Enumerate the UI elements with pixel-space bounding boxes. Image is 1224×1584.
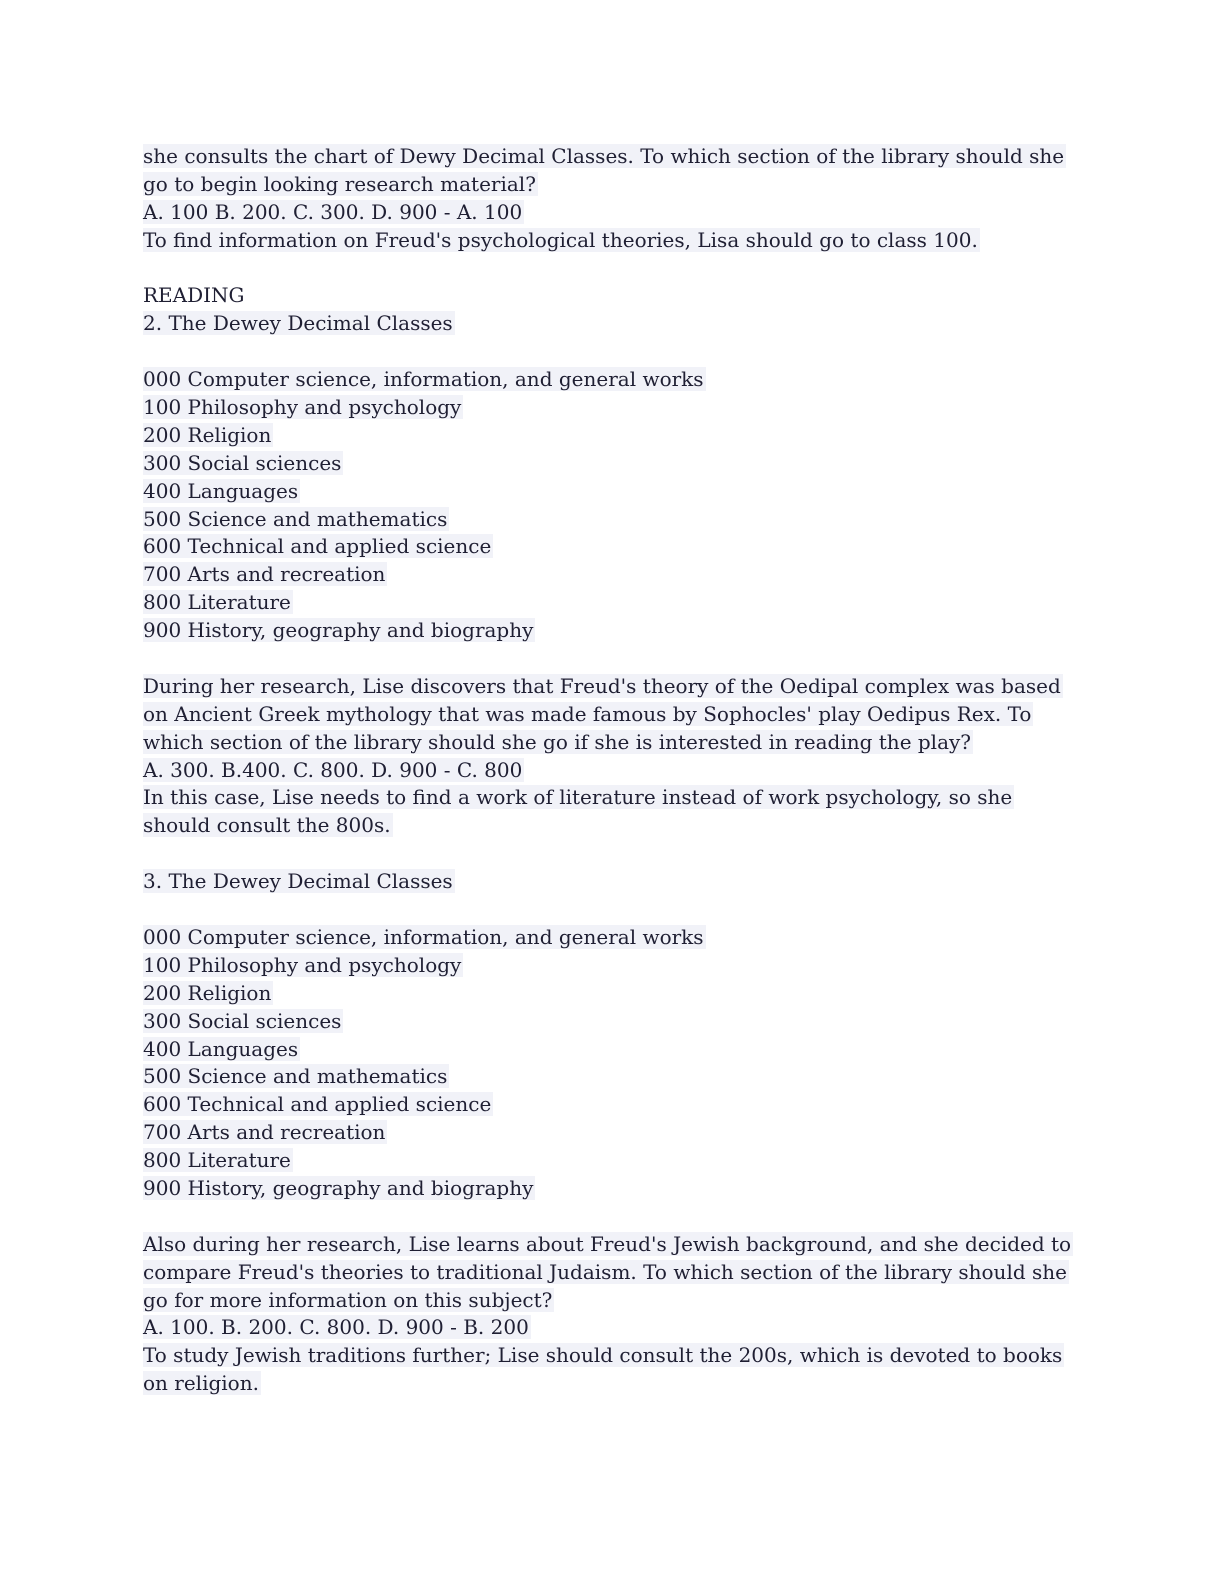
dewey-class-list bbox=[143, 366, 1083, 645]
dewey-class-item: 100 Philosophy and psychology bbox=[143, 395, 462, 420]
dewey-class-item: 400 Languages bbox=[143, 1036, 299, 1061]
answer-line: A. 300. B.400. C. 800. D. 900 - C. 800 bbox=[143, 757, 523, 782]
question-line: compare Freud's theories to traditional Judaism. To which section of the library should she bbox=[143, 1259, 1067, 1284]
dewey-class-item: 600 Technical and applied science bbox=[143, 534, 492, 559]
explanation-line: In this case, Lise needs to find a work of literature instead of work psychology, so she bbox=[143, 785, 1013, 810]
dewey-class-item: 300 Social sciences bbox=[143, 450, 342, 475]
question-line: Also during her research, Lise learns about Freud's Jewish background, and she decided to bbox=[143, 1231, 1072, 1256]
question-line: which section of the library should she go if she is interested in reading the play? bbox=[143, 729, 972, 754]
dewey-class-item: 700 Arts and recreation bbox=[143, 562, 386, 587]
explanation-line: To study Jewish traditions further; Lise should consult the 200s, which is devoted to books bbox=[143, 1343, 1063, 1368]
question-3 bbox=[143, 1231, 1083, 1398]
dewey-class-item: 000 Computer science, information, and general works bbox=[143, 924, 704, 949]
reading-label: READING bbox=[143, 283, 245, 308]
dewey-class-item: 100 Philosophy and psychology bbox=[143, 952, 462, 977]
document-page bbox=[143, 143, 1083, 1398]
question-2 bbox=[143, 673, 1083, 840]
question-line: on Ancient Greek mythology that was made famous by Sophocles' play Oedipus Rex. To bbox=[143, 701, 1032, 726]
question-line: she consults the chart of Dewy Decimal Classes. To which section of the library should she bbox=[143, 144, 1065, 168]
explanation-line: should consult the 800s. bbox=[143, 813, 391, 838]
dewey-class-item: 500 Science and mathematics bbox=[143, 506, 448, 531]
intro-question bbox=[143, 143, 1083, 255]
dewey-class-item: 800 Literature bbox=[143, 590, 291, 615]
dewey-class-item: 600 Technical and applied science bbox=[143, 1092, 492, 1117]
question-line: go for more information on this subject? bbox=[143, 1287, 553, 1312]
explanation-line: on religion. bbox=[143, 1371, 259, 1396]
dewey-class-item: 200 Religion bbox=[143, 980, 272, 1005]
dewey-class-item: 400 Languages bbox=[143, 478, 299, 503]
dewey-class-list bbox=[143, 924, 1083, 1203]
dewey-class-item: 900 History, geography and biography bbox=[143, 618, 534, 643]
answer-line: A. 100. B. 200. C. 800. D. 900 - B. 200 bbox=[143, 1315, 529, 1340]
dewey-class-item: 200 Religion bbox=[143, 422, 272, 447]
section-heading: 2. The Dewey Decimal Classes bbox=[143, 311, 453, 336]
answer-line: A. 100 B. 200. C. 300. D. 900 - A. 100 bbox=[143, 199, 523, 224]
dewey-class-item: 700 Arts and recreation bbox=[143, 1120, 386, 1145]
dewey-class-item: 900 History, geography and biography bbox=[143, 1175, 534, 1200]
question-line: During her research, Lise discovers that Freud's theory of the Oedipal complex was based bbox=[143, 673, 1061, 698]
dewey-class-item: 800 Literature bbox=[143, 1148, 291, 1173]
explanation-line: To find information on Freud's psychological theories, Lisa should go to class 100. bbox=[143, 227, 978, 252]
question-line: go to begin looking research material? bbox=[143, 171, 536, 196]
section-heading: 3. The Dewey Decimal Classes bbox=[143, 869, 453, 894]
dewey-class-item: 000 Computer science, information, and general works bbox=[143, 367, 704, 392]
dewey-class-item: 300 Social sciences bbox=[143, 1008, 342, 1033]
dewey-class-item: 500 Science and mathematics bbox=[143, 1064, 448, 1089]
